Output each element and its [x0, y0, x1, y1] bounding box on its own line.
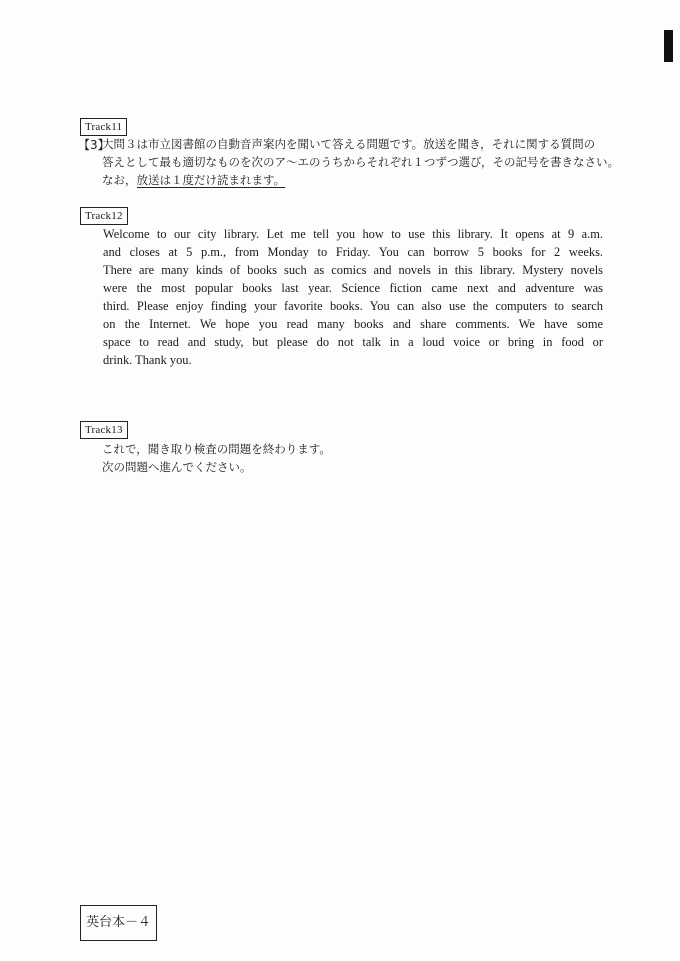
question-number: 【3】	[78, 138, 110, 152]
track12-label: Track12	[80, 207, 128, 225]
play-once-note: 放送は１度だけ読まれます。	[136, 173, 286, 187]
page-tab-mark	[664, 30, 673, 62]
page-footer-label: 英台本－４	[80, 905, 157, 941]
script-line-3: There are many kinds of books such as comics and novels in this library. Mystery novels	[103, 263, 603, 277]
script-line-1: Welcome to our city library. Let me tell you how to use this library. It opens at 9 a.m.	[103, 227, 603, 241]
instruction-line-1: 大問３は市立図書館の自動音声案内を聞いて答える問題です。放送を聞き，それに関する質問の	[102, 137, 596, 151]
script-line-4: were the most popular books last year. Science fiction came next and adventure was	[103, 281, 603, 295]
track11-label: Track11	[80, 118, 127, 136]
instruction-line-3	[102, 171, 285, 189]
script-line-7: space to read and study, but please do not talk in a loud voice or bring in food or	[103, 335, 603, 349]
script-line-8: drink. Thank you.	[103, 353, 192, 367]
instruction-line-3-prefix: なお，	[102, 173, 137, 187]
track13-label: Track13	[80, 421, 128, 439]
closing-line-1: これで，聞き取り検査の問題を終わります。	[102, 442, 331, 456]
instruction-line-2: 答えとして最も適切なものを次のア～エのうちからそれぞれ１つずつ選び，その記号を書きなさい。	[102, 155, 620, 169]
closing-line-2: 次の問題へ進んでください。	[102, 460, 252, 474]
script-line-5: third. Please enjoy finding your favorite books. You can also use the computers to search	[103, 299, 603, 313]
script-line-6: on the Internet. We hope you read many books and share comments. We have some	[103, 317, 603, 331]
script-line-2: and closes at 5 p.m., from Monday to Friday. You can borrow 5 books for 2 weeks.	[103, 245, 603, 259]
